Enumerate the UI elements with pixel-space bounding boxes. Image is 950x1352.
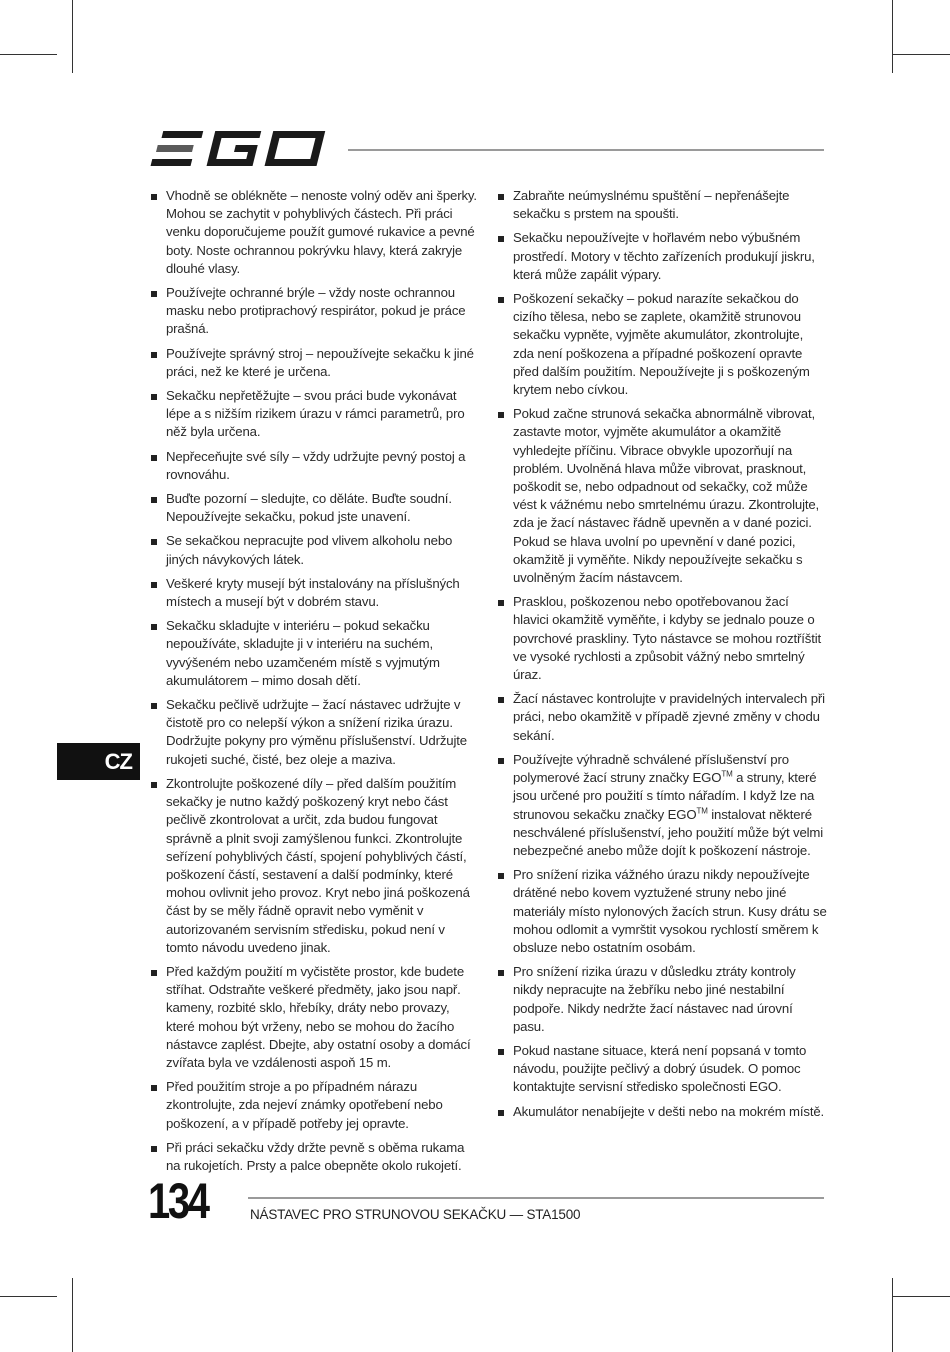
crop-mark — [892, 0, 893, 73]
list-item: Před každým použití m vyčistěte prostor, kde budete stříhat. Odstraňte veškeré předměty, jako jsou např. kameny, rozbité sklo, hřebíky, dráty nebo provazy, které mohou být vrženy, nebo se mohou do žacího nástavce zaplést. Dbejte, aby ostatní osoby a domácí zvířata byla ve vzdálenosti aspoň 15 m. — [150, 963, 480, 1072]
language-tab: CZ — [57, 743, 140, 780]
text: instalovat některé neschválené příslušenství, jeho použití může být velmi nebezpečné anebo může dojít k poškození nástroje. — [513, 806, 824, 858]
crop-mark — [72, 0, 73, 73]
crop-mark — [0, 54, 57, 55]
crop-mark — [893, 54, 950, 55]
list-item: Používejte ochranné brýle – vždy noste ochrannou masku nebo protiprachový respirátor, pokud je práce prašná. — [150, 284, 480, 339]
ego-logo — [150, 128, 332, 170]
list-item: Sekačku pečlivě udržujte – žací nástavec udržujte v čistotě pro co nelepší výkon a snížení rizika úrazu. Dodržujte pokyny pro výměnu příslušenství. Udržujte rukojeti suché, čisté, bez oleje a maziva. — [150, 696, 480, 769]
right-column — [497, 187, 827, 1127]
list-item: Veškeré kryty musejí být instalovány na příslušných místech a musejí být v dobrém stavu. — [150, 575, 480, 611]
list-item: Pokud začne strunová sekačka abnormálně vibrovat, zastavte motor, vyjměte akumulátor a okamžitě vyhledejte příčinu. Vibrace obvykle upozorňují na problém. Uvolněná hlava může vibrovat, prasknout, poškodit se, nebo odpadnout od sekačky, což může vést k vážnému nebo smrtelnému úrazu. Zkontrolujte, zda je žací nástavec řádně upevněn a v dané pozici. Pokud se hlava uvolní po upevnění v dané pozici, okamžitě ji vyměňte. Nikdy nepoužívejte sekačku s uvolněným žacím nástavcem. — [497, 405, 827, 587]
footer-rule — [248, 1197, 824, 1199]
list-item: Pro snížení rizika úrazu v důsledku ztráty kontroly nikdy nepracujte na žebříku nebo jiné nestabilní podpoře. Nikdy nedržte žací nástavec nad úrovní pasu. — [497, 963, 827, 1036]
list-item: Sekačku nepřetěžujte – svou práci bude vykonávat lépe a s nižším rizikem úrazu v rámci parametrů, pro něž byla určena. — [150, 387, 480, 442]
text: Používejte výhradně schválené příslušenství pro polymerové žací struny značky EGO — [513, 751, 789, 786]
list-item: Sekačku nepoužívejte v hořlavém nebo výbušném prostředí. Motory v těchto zařízeních produkují jiskru, která může zapálit výpary. — [497, 229, 827, 284]
crop-mark — [893, 1296, 950, 1297]
list-item: Žací nástavec kontrolujte v pravidelných intervalech při práci, nebo okamžitě v případě zjevné změny v chodu sekání. — [497, 690, 827, 745]
list-item: Nepřeceňujte své síly – vždy udržujte pevný postoj a rovnováhu. — [150, 448, 480, 484]
list-item: Používejte správný stroj – nepoužívejte sekačku k jiné práci, než ke které je určena. — [150, 345, 480, 381]
crop-mark — [72, 1278, 73, 1352]
list-item: Při práci sekačku vždy držte pevně s oběma rukama na rukojetích. Prsty a palce obepněte okolo rukojetí. — [150, 1139, 480, 1175]
list-item: Poškození sekačky – pokud narazíte sekačkou do cizího tělesa, nebo se zaplete, okamžitě strunovou sekačku vypněte, vyjměte akumulátor, zkontrolujte, zda není poškozena a případné poškození opravte před dalším použitím. Nepoužívejte ji s poškozeným krytem nebo cívkou. — [497, 290, 827, 399]
list-item: Zabraňte neúmyslnému spuštění – nepřenášejte sekačku s prstem na spoušti. — [497, 187, 827, 223]
crop-mark — [892, 1278, 893, 1352]
list-item: Zkontrolujte poškozené díly – před dalším použitím sekačky je nutno každý poškozený kryt nebo část pečlivě zkontrolovat a určit, zda budou fungovat správně a plnit svoji zamýšlenou funkci. Zkontrolujte seřízení pohyblivých částí, spojení pohyblivých částí, poškození částí, sestavení a další podmínky, které mohou ovlivnit jeho provoz. Kryt nebo jiná poškozená část by se měly řádně opravit nebo vyměnit v autorizovaném servisním středisku, pokud není v tomto návodu uvedeno jinak. — [150, 775, 480, 957]
page-number: 134 — [148, 1173, 208, 1229]
list-item-accessories — [497, 751, 827, 860]
safety-list-right — [497, 187, 827, 1121]
list-item: Sekačku skladujte v interiéru – pokud sekačku nepoužíváte, skladujte ji v interiéru na suchém, vyvýšeném nebo uzamčeném místě s vyjmutým akumulátorem – mimo dosah dětí. — [150, 617, 480, 690]
list-item: Akumulátor nenabíjejte v dešti nebo na mokrém místě. — [497, 1103, 827, 1121]
text: a struny, které jsou určené pro použití s tímto nářadím. I když lze na strunovou sekačku značky EGO — [513, 770, 817, 822]
crop-mark — [0, 1296, 57, 1297]
trademark-mark: TM — [696, 806, 708, 816]
list-item: Vhodně se oblékněte – nenoste volný oděv ani šperky. Mohou se zachytit v pohyblivých částech. Při práci venku doporučujeme použít gumové rukavice a pevné boty. Noste ochrannou pokrývku hlavy, která zakryje dlouhé vlasy. — [150, 187, 480, 278]
header-rule — [348, 149, 824, 151]
list-item: Se sekačkou nepracujte pod vlivem alkoholu nebo jiných návykových látek. — [150, 532, 480, 568]
footer-title: NÁSTAVEC PRO STRUNOVOU SEKAČKU — STA1500 — [250, 1207, 581, 1222]
list-item: Prasklou, poškozenou nebo opotřebovanou žací hlavici okamžitě vyměňte, i kdyby se jednalo pouze o povrchové praskliny. Tyto nástavce se mohou roztříštit ve vysoké rychlosti a způsobit vážný nebo smrtelný úraz. — [497, 593, 827, 684]
left-column — [150, 187, 480, 1181]
list-item: Pokud nastane situace, která není popsaná v tomto návodu, použijte pečlivý a dobrý úsudek. O pomoc kontaktujte servisní středisko společnosti EGO. — [497, 1042, 827, 1097]
ego-logo-graphic — [150, 128, 332, 170]
list-item: Buďte pozorní – sledujte, co děláte. Buďte soudní. Nepoužívejte sekačku, pokud jste unavení. — [150, 490, 480, 526]
list-item: Pro snížení rizika vážného úrazu nikdy nepoužívejte drátěné nebo kovem vyztužené struny nebo jiné materiály místo nylonových žacích strun. Kusy drátu se mohou odlomit a vymrštit vysokou rychlostí směrem k obsluze nebo ostatním osobám. — [497, 866, 827, 957]
trademark-mark: TM — [721, 769, 733, 779]
list-item: Před použitím stroje a po případném nárazu zkontrolujte, zda nejeví známky opotřebení nebo poškození, a v případě potřeby jej opravte. — [150, 1078, 480, 1133]
safety-list-left — [150, 187, 480, 1175]
